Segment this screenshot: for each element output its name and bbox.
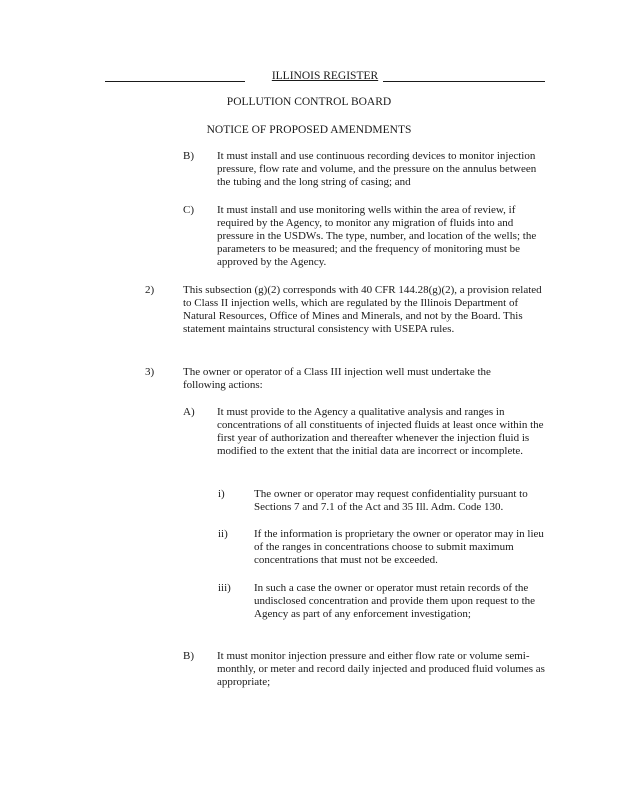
notice-title: NOTICE OF PROPOSED AMENDMENTS (206, 124, 412, 136)
paragraph-text: If the information is proprietary the owner or operator may in lieu of the ranges in concentrations choose to submit maximum concentrations that must not be exceeded. (254, 528, 544, 566)
paragraph-marker: C) (183, 204, 194, 216)
paragraph-text: The owner or operator may request confidentiality pursuant to Sections 7 and 7.1 of the Act and 35 Ill. Adm. Code 130. (254, 488, 528, 513)
paragraph-marker: A) (183, 406, 195, 418)
paragraph-marker: B) (183, 150, 194, 162)
paragraph-text: The owner or operator of a Class III injection well must undertake the following actions: (183, 366, 491, 391)
register-header (105, 70, 545, 84)
paragraph-marker: iii) (218, 582, 231, 594)
paragraph-marker: 3) (145, 366, 155, 378)
board-title: POLLUTION CONTROL BOARD (226, 96, 392, 108)
paragraph-marker: B) (183, 650, 194, 662)
paragraph-text: It must monitor injection pressure and either flow rate or volume semi-monthly, or meter and record daily injected and produced fluid volumes as appropriate; (217, 650, 545, 688)
paragraph-text: It must provide to the Agency a qualitative analysis and ranges in concentrations of all constituents of injected fluids at least once within the first year of authorization and thereafter whenever the injection fluid is modified to the extent that the initial data are incorrect or incomplete. (217, 406, 544, 457)
paragraph-text: This subsection (g)(2) corresponds with 40 CFR 144.28(g)(2), a provision related to Class II injection wells, which are regulated by the Illinois Department of Natural Resources, Office of Mines and Minerals, and not by the Board. This statement maintains structural consistency with USEPA rules. (183, 284, 542, 335)
paragraph-marker: ii) (218, 528, 228, 540)
register-title: ILLINOIS REGISTER (271, 70, 379, 82)
header-rule-right (383, 81, 545, 82)
paragraph-marker: 2) (145, 284, 155, 296)
paragraph-marker: i) (218, 488, 225, 500)
paragraph-text: It must install and use monitoring wells within the area of review, if required by the Agency, to monitor any migration of fluids into and pressure in the USDWs. The type, number, and location of the wells; the parameters to be measured; and the frequency of monitoring must be approved by the Agency. (217, 204, 537, 268)
paragraph-text: In such a case the owner or operator must retain records of the undisclosed concentration and provide them upon request to the Agency as part of any enforcement investigation; (254, 582, 536, 620)
paragraph-text: It must install and use continuous recording devices to monitor injection pressure, flow rate and volume, and the pressure on the annulus between the tubing and the long string of casing; and (217, 150, 537, 188)
